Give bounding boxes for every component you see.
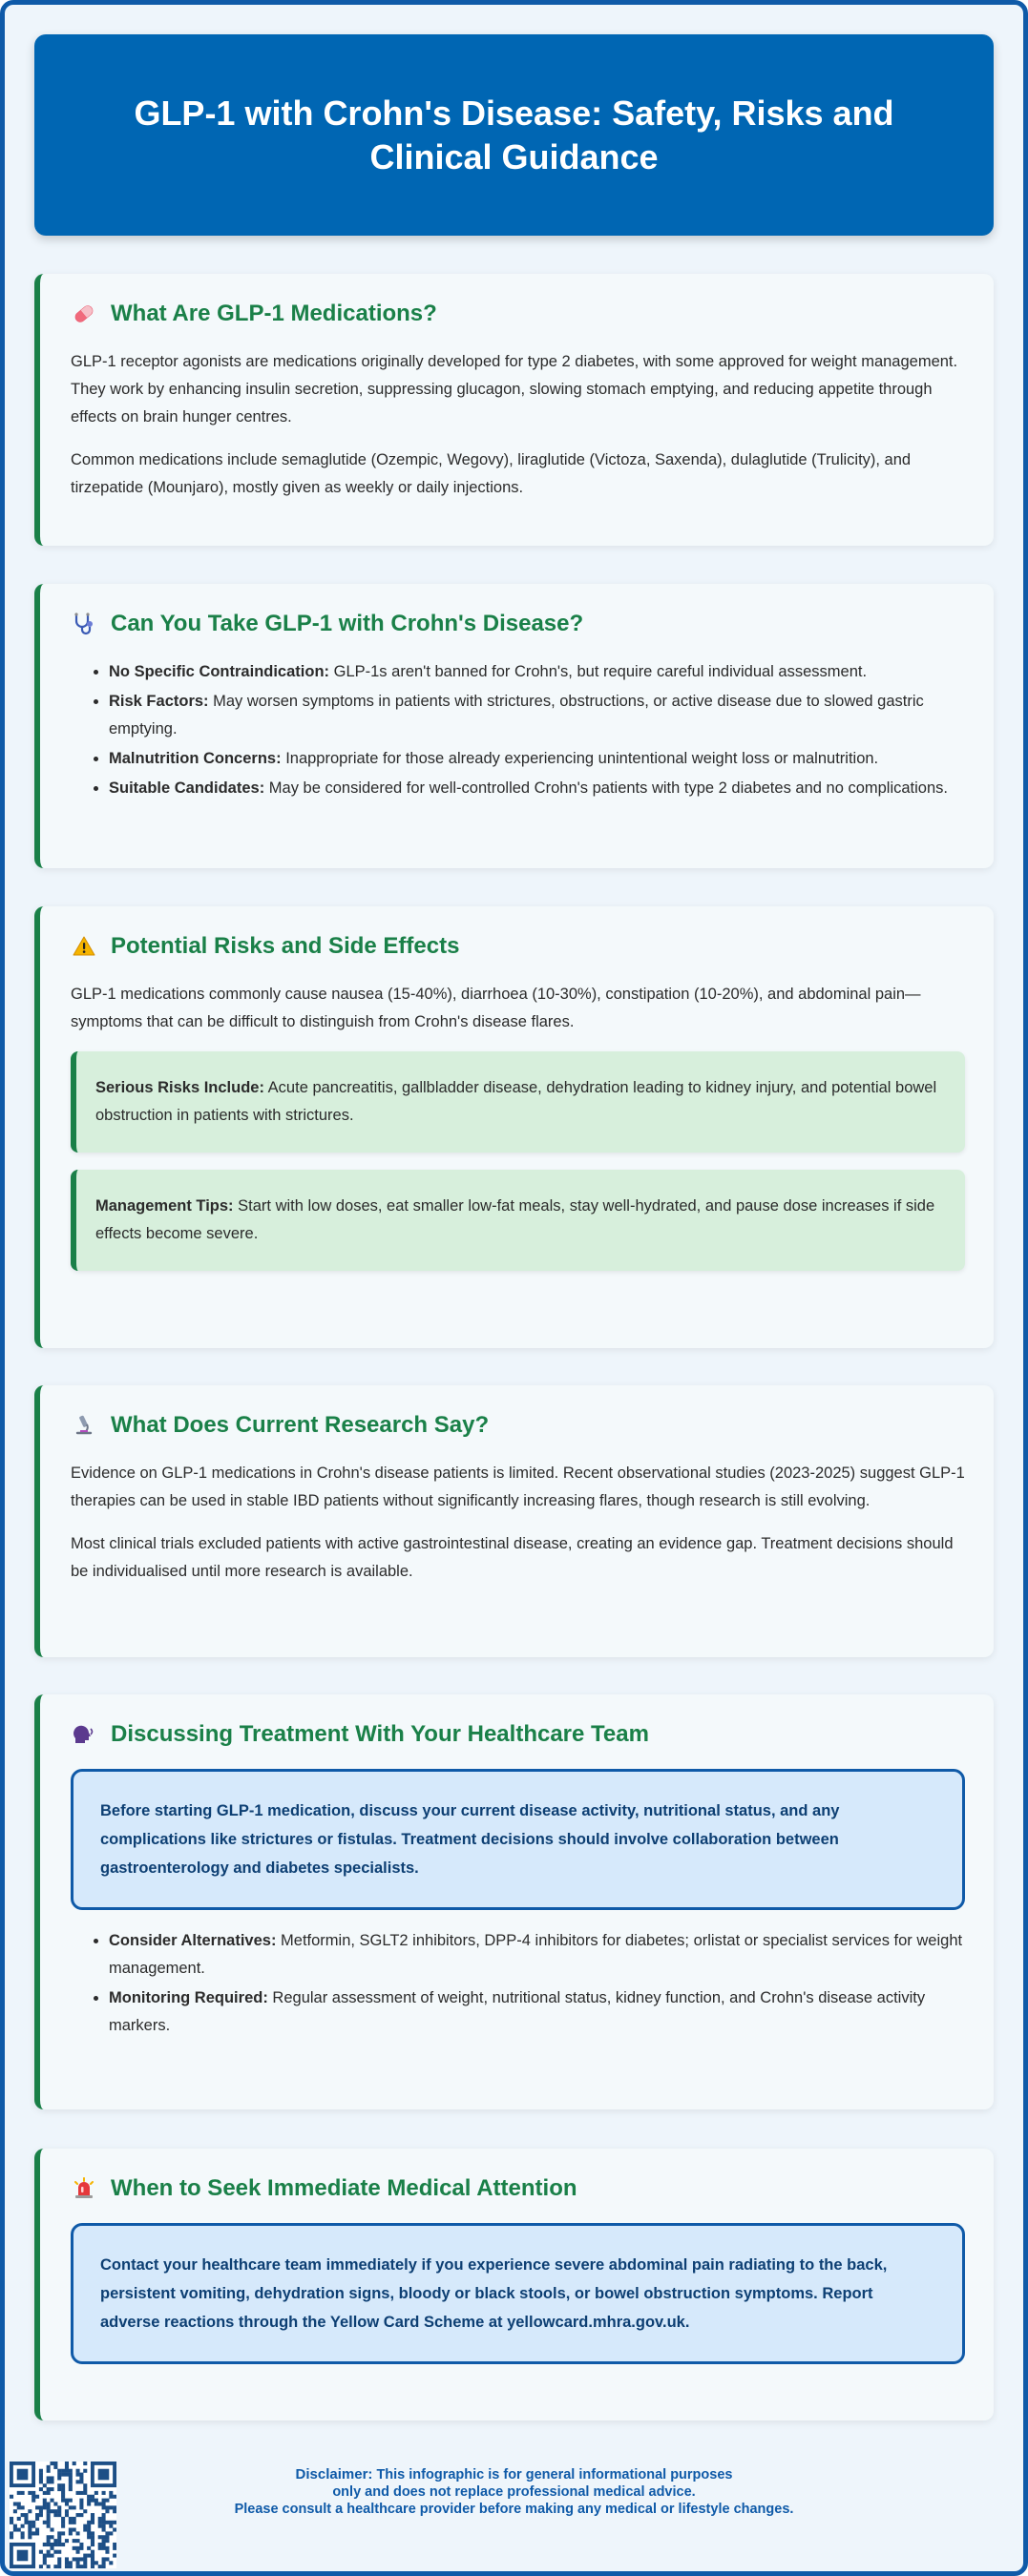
- management-tips-callout: [71, 1170, 965, 1271]
- section-title: Discussing Treatment With Your Healthcare Team: [111, 1721, 649, 1747]
- paragraph: Most clinical trials excluded patients with active gastrointestinal disease, creating an evidence gap. Treatment decisions should be individualised until more research is available.: [71, 1535, 954, 1580]
- serious-risks-callout: [71, 1051, 965, 1153]
- item-label: Suitable Candidates:: [109, 779, 265, 797]
- list-item: [109, 1927, 965, 1983]
- item-text: GLP-1s aren't banned for Crohn's, but require careful individual assessment.: [333, 663, 868, 680]
- list-item: [109, 775, 965, 802]
- section-title: When to Seek Immediate Medical Attention: [111, 2175, 577, 2201]
- callout-text: Acute pancreatitis, gallbladder disease, dehydration leading to kidney injury, and potential bowel obstruction in patients with strictures.: [95, 1079, 937, 1124]
- siren-icon: [71, 2175, 97, 2202]
- paragraph: GLP-1 receptor agonists are medications originally developed for type 2 diabetes, with some approved for weight management. They work by enhancing insulin secretion, suppressing glucagon, slowing stomach emptying, and reducing appetite through effects on brain hunger centres.: [71, 353, 958, 426]
- paragraph: Evidence on GLP-1 medications in Crohn's disease patients is limited. Recent observational studies (2023-2025) suggest GLP-1 therapies can be used in stable IBD patients without significantly increasing flares, though research is still evolving.: [71, 1465, 965, 1509]
- section-current-research: [34, 1385, 994, 1657]
- pill-icon: [71, 301, 97, 327]
- section-header: [71, 1719, 965, 1750]
- stethoscope-icon: [71, 611, 97, 637]
- item-text: Regular assessment of weight, nutritional status, kidney function, and Crohn's disease activity markers.: [109, 1989, 926, 2034]
- disclaimer-line: Please consult a healthcare provider before making any medical or lifestyle changes.: [234, 2502, 794, 2517]
- section-discussing-treatment: [34, 1694, 994, 2109]
- section-header: [71, 2173, 965, 2204]
- section-potential-risks: [34, 906, 994, 1348]
- section-header: [71, 1410, 965, 1441]
- item-text: May be considered for well-controlled Crohn's patients with type 2 diabetes and no complications.: [268, 779, 948, 797]
- disclaimer-label: Disclaimer:: [295, 2466, 373, 2483]
- section-title: Can You Take GLP-1 with Crohn's Disease?: [111, 611, 584, 636]
- section-title: Potential Risks and Side Effects: [111, 933, 460, 959]
- discussion-list: [71, 1927, 965, 2040]
- section-what-are-glp1: [34, 274, 994, 546]
- disclaimer-text: This infographic is for general informational purposes: [376, 2467, 733, 2483]
- item-label: Risk Factors:: [109, 693, 209, 710]
- section-can-you-take: [34, 584, 994, 868]
- page-title: GLP-1 with Crohn's Disease: Safety, Risks and Clinical Guidance: [134, 93, 894, 177]
- warning-icon: [71, 933, 97, 960]
- item-label: Malnutrition Concerns:: [109, 750, 282, 767]
- disclaimer-line: only and does not replace professional medical advice.: [332, 2484, 696, 2500]
- speaking-head-icon: [71, 1721, 97, 1748]
- item-text: May worsen symptoms in patients with strictures, obstructions, or active disease due to slowed gastric emptying.: [109, 693, 924, 737]
- callout-label: Serious Risks Include:: [95, 1079, 264, 1096]
- disclaimer-line: [124, 2466, 904, 2483]
- item-text: Metformin, SGLT2 inhibitors, DPP-4 inhibitors for diabetes; orlistat or specialist services for weight management.: [109, 1932, 963, 1977]
- section-header: [71, 931, 965, 962]
- item-label: No Specific Contraindication:: [109, 663, 330, 680]
- paragraph: Common medications include semaglutide (Ozempic, Wegovy), liraglutide (Victoza, Saxenda), dulaglutide (Trulicity), and tirzepatide (Mounjaro), mostly given as weekly or daily injections.: [71, 451, 912, 496]
- list-item: [109, 658, 965, 686]
- callout-text: Before starting GLP-1 medication, discuss your current disease activity, nutritional status, and any complications like strictures or fistulas. Treatment decisions should involve collaboration between gastroenterology and diabetes specialists.: [100, 1802, 840, 1877]
- section-seek-medical-attention: [34, 2149, 994, 2420]
- item-text: Inappropriate for those already experiencing unintentional weight loss or malnutrition.: [285, 750, 879, 767]
- criteria-list: [71, 658, 965, 802]
- list-item: [109, 1984, 965, 2040]
- urgent-callout: [71, 2223, 965, 2364]
- page-header: [34, 34, 994, 236]
- discussion-callout: [71, 1769, 965, 1910]
- section-title: What Does Current Research Say?: [111, 1412, 490, 1438]
- callout-text: Start with low doses, eat smaller low-fat meals, stay well-hydrated, and pause dose increases if side effects become severe.: [95, 1197, 935, 1242]
- section-title: What Are GLP-1 Medications?: [111, 301, 437, 326]
- qr-code: [10, 2462, 116, 2568]
- list-item: [109, 745, 965, 773]
- item-label: Monitoring Required:: [109, 1989, 268, 2006]
- callout-text: Contact your healthcare team immediately if you experience severe abdominal pain radiating to the back, persistent vomiting, dehydration signs, bloody or black stools, or bowel obstruction symptoms. Report adverse reactions through the Yellow Card Scheme at yellowcard.mhra.gov.uk.: [100, 2256, 888, 2331]
- section-header: [71, 609, 965, 639]
- callout-label: Management Tips:: [95, 1197, 234, 1215]
- item-label: Consider Alternatives:: [109, 1932, 277, 1949]
- list-item: [109, 688, 965, 743]
- disclaimer: [124, 2466, 904, 2518]
- paragraph: GLP-1 medications commonly cause nausea (15-40%), diarrhoea (10-30%), constipation (10-20%), and abdominal pain—symptoms that can be difficult to distinguish from Crohn's disease flares.: [71, 986, 921, 1030]
- microscope-icon: [71, 1412, 97, 1439]
- section-header: [71, 299, 965, 329]
